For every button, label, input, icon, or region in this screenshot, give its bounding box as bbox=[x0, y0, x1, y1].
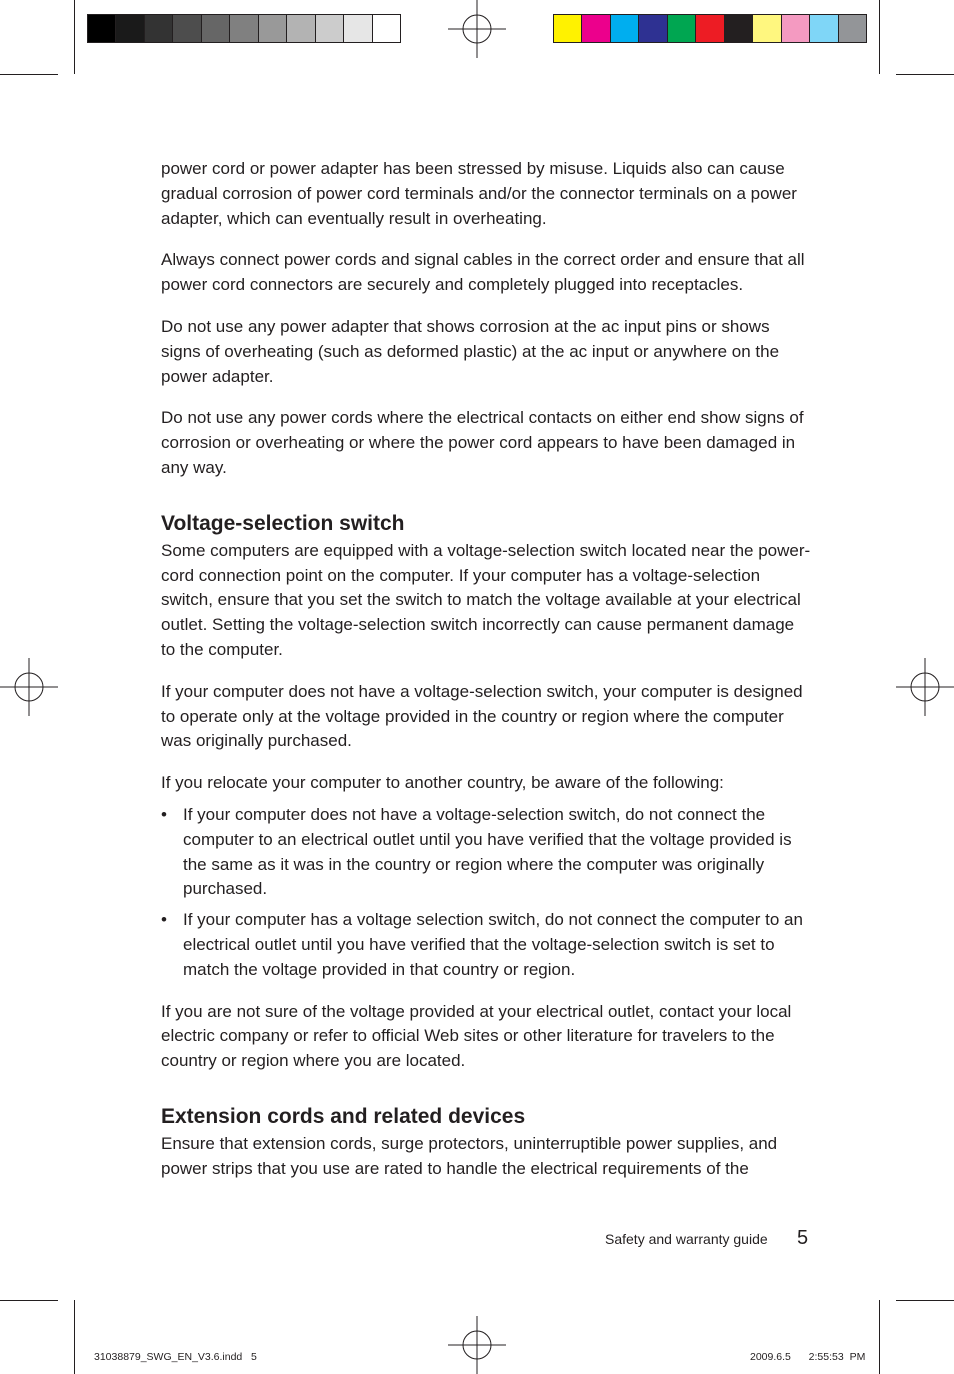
color-swatch bbox=[554, 15, 581, 42]
crop-mark bbox=[0, 1300, 58, 1301]
color-swatch bbox=[581, 15, 609, 42]
crop-mark bbox=[896, 74, 954, 75]
crop-mark bbox=[879, 0, 880, 74]
page-number: 5 bbox=[797, 1227, 809, 1249]
color-swatch bbox=[752, 15, 780, 42]
body-paragraph: Some computers are equipped with a voltage-selection switch located near the power-cord connection point on the computer. If your computer has a voltage-selection switch, ensure that you set the switch to match the voltage available at your electrical outlet. Setting the voltage-selection switch incorrectly can cause permanent damage to the computer. bbox=[161, 540, 811, 659]
registration-mark-icon bbox=[448, 1316, 506, 1374]
color-swatch bbox=[88, 15, 115, 42]
color-swatch bbox=[667, 15, 695, 42]
slug-timestamp bbox=[750, 1351, 865, 1363]
section-heading-voltage: Voltage-selection switch bbox=[161, 511, 405, 535]
list-item: • If your computer has a voltage selection switch, do not connect the computer to an electrical outlet until you have verified that the voltage-selection switch is set to match the voltage provided in that country or region. bbox=[161, 908, 813, 982]
registration-mark-icon bbox=[448, 0, 506, 58]
color-swatch bbox=[809, 15, 837, 42]
registration-mark-icon bbox=[0, 658, 58, 716]
color-swatch bbox=[343, 15, 371, 42]
crop-mark bbox=[74, 1300, 75, 1374]
color-swatch bbox=[258, 15, 286, 42]
color-swatch bbox=[229, 15, 257, 42]
crop-mark bbox=[896, 1300, 954, 1301]
body-paragraph: If your computer does not have a voltage-selection switch, your computer is designed to operate only at the voltage provided in the country or region where the computer was originally purchased. bbox=[161, 681, 803, 751]
color-swatch bbox=[838, 15, 866, 42]
slug-filename: 31038879_SWG_EN_V3.6.indd 5 bbox=[94, 1351, 257, 1363]
color-swatch bbox=[172, 15, 200, 42]
list-item: • If your computer does not have a voltage-selection switch, do not connect the computer to an electrical outlet until you have verified that the voltage provided is the same as it was in the country or region where the computer was originally purchased. bbox=[161, 803, 813, 902]
footer-title: Safety and warranty guide bbox=[605, 1231, 768, 1247]
crop-mark bbox=[879, 1300, 880, 1374]
section-heading-extension: Extension cords and related devices bbox=[161, 1104, 526, 1128]
body-paragraph: Do not use any power cords where the electrical contacts on either end show signs of corrosion or overheating or where the power cord appears to have been damaged in any way. bbox=[161, 408, 804, 477]
color-swatch bbox=[695, 15, 723, 42]
page-body bbox=[161, 157, 813, 1199]
slug-date: 2009.6.5 bbox=[750, 1351, 791, 1363]
grayscale-color-bar bbox=[87, 14, 401, 43]
color-swatch bbox=[201, 15, 229, 42]
color-swatch bbox=[638, 15, 666, 42]
registration-mark-icon bbox=[896, 658, 954, 716]
slug-time: 2:55:53 PM bbox=[808, 1351, 866, 1363]
crop-mark bbox=[74, 0, 75, 74]
color-swatch bbox=[315, 15, 343, 42]
color-swatch bbox=[372, 15, 400, 42]
bullet-list bbox=[161, 803, 813, 983]
color-swatch bbox=[724, 15, 752, 42]
crop-mark bbox=[0, 74, 58, 75]
body-paragraph: Ensure that extension cords, surge protectors, uninterruptible power supplies, and power strips that you use are rated to handle the electrical requirements of the bbox=[161, 1133, 778, 1178]
body-paragraph: If you relocate your computer to another country, be aware of the following: bbox=[161, 773, 724, 793]
color-swatch bbox=[115, 15, 143, 42]
color-swatch bbox=[286, 15, 314, 42]
body-paragraph: If you are not sure of the voltage provided at your electrical outlet, contact your local electric company or refer to official Web sites or other literature for travelers to the country or region where you are located. bbox=[161, 1001, 792, 1071]
body-paragraph: power cord or power adapter has been stressed by misuse. Liquids also can cause gradual corrosion of power cord terminals and/or the connector terminals on a power adapter, which can eventually result in overheating. bbox=[161, 159, 797, 228]
process-color-bar bbox=[553, 14, 867, 43]
color-swatch bbox=[781, 15, 809, 42]
body-paragraph: Always connect power cords and signal cables in the correct order and ensure that all power cord connectors are securely and completely plugged into receptacles. bbox=[161, 250, 805, 295]
body-paragraph: Do not use any power adapter that shows corrosion at the ac input pins or shows signs of overheating (such as deformed plastic) at the ac input or anywhere on the power adapter. bbox=[161, 316, 780, 386]
color-swatch bbox=[610, 15, 638, 42]
color-swatch bbox=[144, 15, 172, 42]
